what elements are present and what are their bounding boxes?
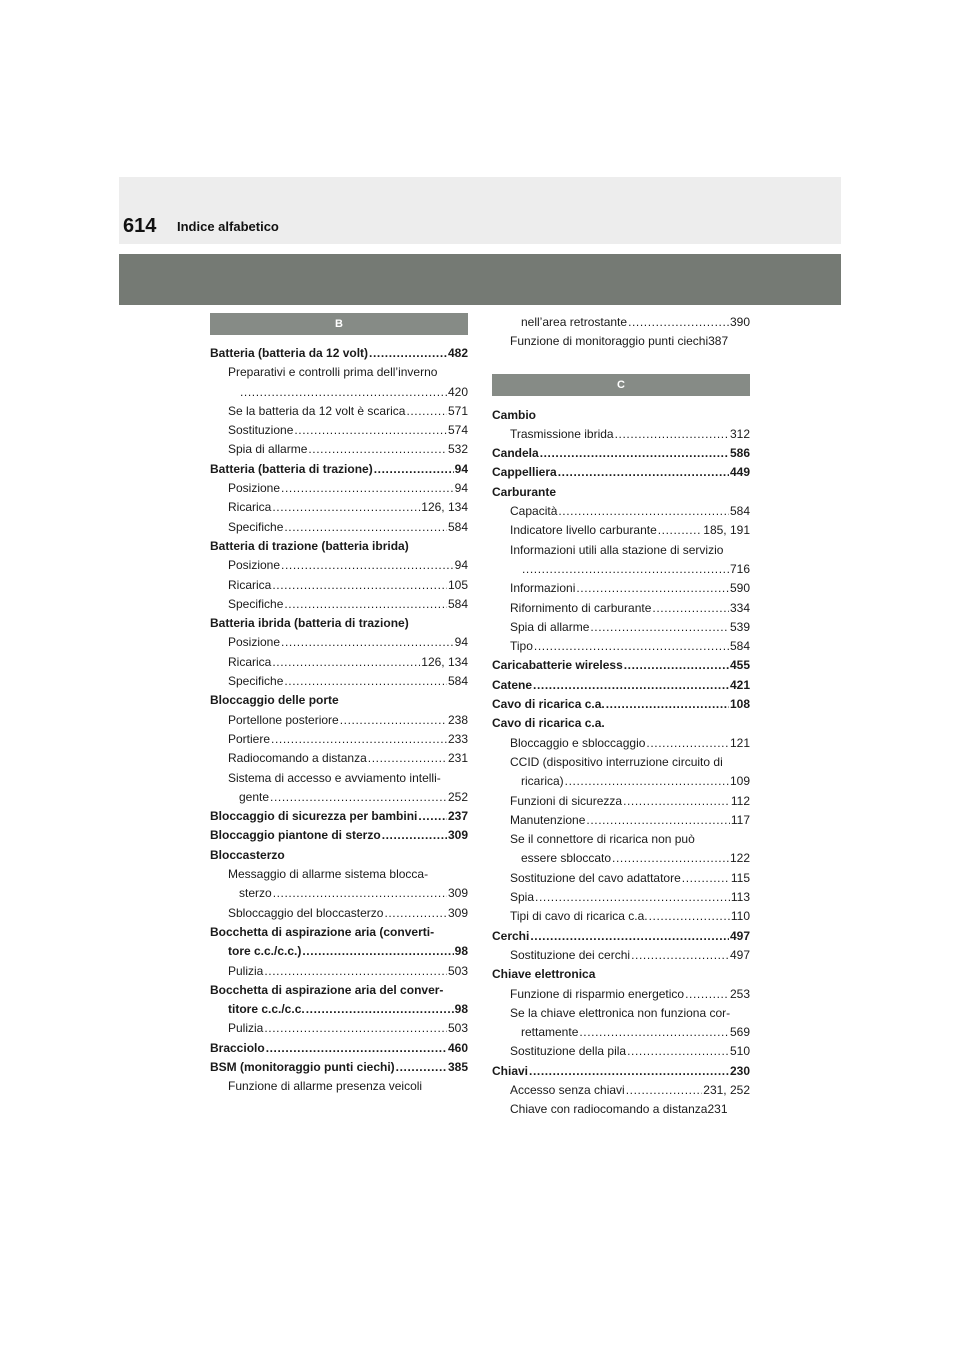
page-number: 614 xyxy=(123,215,157,237)
index-subentry: Ricarica ..... 126, 134 xyxy=(210,498,468,517)
index-subentry: Informazioni utili alla stazione di servizio xyxy=(510,542,724,557)
index-subentry: Se il connettore di ricarica non può xyxy=(510,832,695,847)
index-subentry: Bloccaggio e sbloccaggio ..... 121 xyxy=(492,734,750,753)
index-entry: Cappelliera ..... 449 xyxy=(492,463,750,482)
index-subentry: Portiere ..... 233 xyxy=(210,730,468,749)
index-subentry: Sistema di accesso e avviamento intelli- xyxy=(228,770,441,785)
index-entry: Cavo di ricarica c.a. ..... 108 xyxy=(492,695,750,714)
index-entry: Bloccaggio piantone di sterzo ..... 309 xyxy=(210,826,468,845)
index-subentry: Sostituzione del cavo adattatore ..... 115 xyxy=(492,869,750,888)
index-entry-cont: titore c.c./c.c. ..... 98 xyxy=(210,1000,468,1019)
index-subentry: Portellone posteriore ..... 238 xyxy=(210,711,468,730)
index-subentry: Ricarica ..... 105 xyxy=(210,576,468,595)
index-entry: Bocchetta di aspirazione aria (converti- xyxy=(210,924,435,939)
index-subentry: Posizione ..... 94 xyxy=(210,556,468,575)
index-subentry: Chiave con radiocomando a distanza 231 xyxy=(510,1102,728,1117)
index-subentry-cont: sterzo ..... 309 xyxy=(210,884,468,903)
index-entry: Bloccaggio delle porte xyxy=(210,693,339,708)
index-entry: BSM (monitoraggio punti ciechi) ..... 385 xyxy=(210,1058,468,1077)
index-subentry: Rifornimento di carburante ..... 334 xyxy=(492,599,750,618)
index-subentry: Specifiche ..... 584 xyxy=(210,595,468,614)
index-subentry-cont: rettamente ..... 569 xyxy=(492,1023,750,1042)
index-entry: Batteria ibrida (batteria di trazione) xyxy=(210,616,409,631)
index-subentry: Funzione di risparmio energetico ..... 253 xyxy=(492,985,750,1004)
index-entry-cont: tore c.c./c.c.) ..... 98 xyxy=(210,942,468,961)
index-subentry-cont: ricarica) ..... 109 xyxy=(492,772,750,791)
index-entry: Batteria (batteria di trazione) ..... 94 xyxy=(210,460,468,479)
index-subentry: Funzione di monitoraggio punti ciechi 387 xyxy=(510,334,729,349)
index-subentry-cont: nell’area retrostante ..... 390 xyxy=(492,313,750,332)
index-subentry: Messaggio di allarme sistema blocca- xyxy=(228,867,429,882)
index-subentry-cont: essere sbloccato ..... 122 xyxy=(492,849,750,868)
index-subentry: Se la chiave elettronica non funziona cor- xyxy=(510,1005,731,1020)
index-subentry: Ricarica ..... 126, 134 xyxy=(210,653,468,672)
index-subentry: Capacità ..... 584 xyxy=(492,502,750,521)
page-title: Indice alfabetico xyxy=(177,219,279,234)
index-entry: Bracciolo ..... 460 xyxy=(210,1039,468,1058)
index-subentry: Specifiche ..... 584 xyxy=(210,672,468,691)
index-entry: Batteria (batteria da 12 volt) ..... 482 xyxy=(210,344,468,363)
index-entry: Bloccaggio di sicurezza per bambini ..... 237 xyxy=(210,807,468,826)
index-subentry: Sbloccaggio del bloccasterzo ..... 309 xyxy=(210,904,468,923)
index-subentry: Accesso senza chiavi ..... 231, 252 xyxy=(492,1081,750,1100)
index-subentry: Pulizia ..... 503 xyxy=(210,1019,468,1038)
index-subentry: Indicatore livello carburante ..... 185, 191 xyxy=(492,521,750,540)
index-subentry: CCID (dispositivo interruzione circuito di xyxy=(510,754,723,769)
index-subentry: Informazioni ..... 590 xyxy=(492,579,750,598)
index-subentry: Sostituzione della pila ..... 510 xyxy=(492,1042,750,1061)
index-entry: Candela ..... 586 xyxy=(492,444,750,463)
index-subentry: Posizione ..... 94 xyxy=(210,479,468,498)
index-subentry: Preparativi e controlli prima dell’inverno xyxy=(228,365,438,380)
index-subentry: Sostituzione dei cerchi ..... 497 xyxy=(492,946,750,965)
index-subentry: Sostituzione ..... 574 xyxy=(210,421,468,440)
index-entry: Catene ..... 421 xyxy=(492,676,750,695)
index-subentry: Trasmissione ibrida ..... 312 xyxy=(492,425,750,444)
index-entry: Cerchi ..... 497 xyxy=(492,927,750,946)
index-subentry: Posizione ..... 94 xyxy=(210,633,468,652)
index-entry: Cambio xyxy=(492,407,537,422)
index-subentry: Manutenzione ..... 117 xyxy=(492,811,750,830)
index-entry: Cavo di ricarica c.a. xyxy=(492,716,605,731)
index-column-right xyxy=(492,313,750,1120)
index-subentry: Pulizia ..... 503 xyxy=(210,962,468,981)
index-subentry: Funzione di allarme presenza veicoli xyxy=(228,1079,423,1094)
section-letter-c: C xyxy=(492,374,750,396)
index-subentry: Spia di allarme ..... 539 xyxy=(492,618,750,637)
section-letter-b: B xyxy=(210,313,468,335)
index-subentry: Spia di allarme ..... 532 xyxy=(210,440,468,459)
index-column-left xyxy=(210,313,468,1097)
index-subentry: Spia ..... 113 xyxy=(492,888,750,907)
index-subentry: Tipo ..... 584 xyxy=(492,637,750,656)
index-subentry-cont: gente ..... 252 xyxy=(210,788,468,807)
index-subentry: Funzioni di sicurezza ..... 112 xyxy=(492,792,750,811)
index-subentry: Se la batteria da 12 volt è scarica ..... 571 xyxy=(210,402,468,421)
index-entry: Caricabatterie wireless ..... 455 xyxy=(492,656,750,675)
index-entry: Bocchetta di aspirazione aria del conver- xyxy=(210,982,444,997)
index-subentry-cont: ..... 420 xyxy=(210,383,468,402)
index-entry: Batteria di trazione (batteria ibrida) xyxy=(210,538,409,553)
index-entry: Chiavi ..... 230 xyxy=(492,1062,750,1081)
index-entry: Chiave elettronica xyxy=(492,967,596,982)
index-entry: Carburante xyxy=(492,484,557,499)
index-subentry: Radiocomando a distanza ..... 231 xyxy=(210,749,468,768)
index-subentry-cont: ..... 716 xyxy=(492,560,750,579)
chapter-band xyxy=(119,254,841,305)
index-subentry: Specifiche ..... 584 xyxy=(210,518,468,537)
index-entry: Bloccasterzo xyxy=(210,847,285,862)
index-subentry: Tipi di cavo di ricarica c.a. ..... 110 xyxy=(492,907,750,926)
